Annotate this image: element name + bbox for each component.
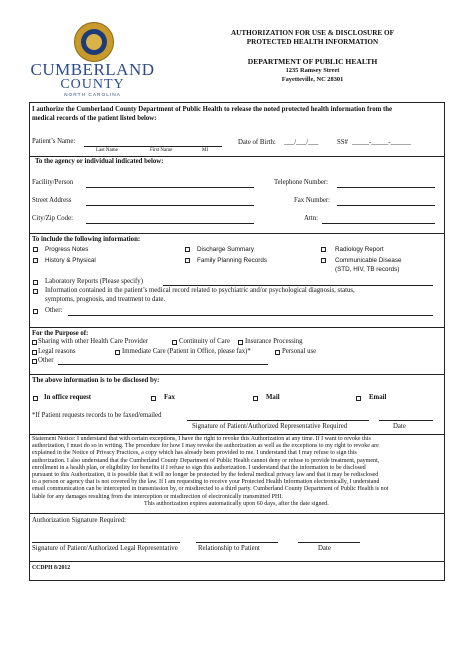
- fax-number-input[interactable]: [337, 205, 435, 206]
- other-info-checkbox[interactable]: [33, 309, 38, 314]
- form-title-line2: PROTECTED HEALTH INFORMATION: [246, 38, 379, 46]
- radiology-report-checkbox[interactable]: [321, 247, 326, 252]
- immediate-care-label: Immediate Care (Patient in Office, please fax)*: [122, 348, 251, 355]
- first-name-caption: First Name: [150, 148, 173, 153]
- psych-info-line1: Information contained in the patient’s medical record related to psychiatric and/or psychological diagnosis, status,: [45, 287, 355, 294]
- mail-checkbox[interactable]: [253, 396, 258, 401]
- discharge-summary-label: Discharge Summary: [197, 246, 255, 253]
- insurance-checkbox[interactable]: [238, 340, 243, 345]
- other-info-input[interactable]: [68, 315, 433, 316]
- relationship-input[interactable]: [196, 542, 278, 543]
- legal-label: Legal reasons: [38, 348, 76, 355]
- legal-checkbox[interactable]: [32, 350, 37, 355]
- divider: [29, 513, 445, 514]
- intro-line2: medical records of the patient listed below:: [32, 115, 157, 122]
- radiology-report-label: Radiology Report: [335, 246, 384, 253]
- in-office-label: In office request: [44, 394, 92, 401]
- sharing-label: Sharing with other Health Care Provider: [38, 338, 149, 345]
- purpose-heading: For the Purpose of:: [32, 330, 89, 337]
- personal-use-checkbox[interactable]: [275, 350, 280, 355]
- divider: [29, 434, 445, 435]
- fax-note: *If Patient requests records to be faxed/emailed: [32, 412, 162, 419]
- auth-sig-label: Authorization Signature Required:: [32, 517, 127, 524]
- statement-line: to a person or agency that is not covered by the law. If I am requesting to receive your Protected Health Information electronically, I understand: [32, 479, 380, 486]
- fax-label: Fax: [164, 394, 175, 401]
- other-purpose-input[interactable]: [58, 364, 268, 365]
- mi-caption: MI: [202, 148, 209, 153]
- county-logo: [30, 18, 155, 100]
- fax-number-label: Fax Number:: [294, 197, 331, 204]
- divider: [29, 374, 445, 375]
- department-street: 1235 Ramsey Street: [285, 67, 340, 74]
- logo-word-cumberland: CUMBERLAND: [30, 60, 155, 79]
- family-planning-label: Family Planning Records: [197, 257, 267, 264]
- recipient-heading: To the agency or individual indicated below:: [35, 158, 164, 165]
- patient-name-input[interactable]: [84, 146, 222, 147]
- telephone-label: Telephone Number:: [274, 179, 329, 186]
- information-heading: To include the following information:: [32, 236, 141, 243]
- statement-line: explained in the Notice of Privacy Practices, a copy which has already been provided to me. I understand that I may refuse to sign this: [32, 450, 357, 457]
- form-title-line1: AUTHORIZATION FOR USE & DISCLOSURE OF: [230, 29, 394, 37]
- history-physical-checkbox[interactable]: [33, 258, 38, 263]
- in-office-checkbox[interactable]: [33, 396, 38, 401]
- sharing-checkbox[interactable]: [32, 340, 37, 345]
- city-label: City/Zip Code:: [32, 215, 73, 222]
- fax-checkbox[interactable]: [151, 396, 156, 401]
- auth-date-caption: Date: [318, 545, 331, 552]
- ssn-input[interactable]: _____-_____-______: [352, 139, 411, 146]
- divider: [29, 561, 445, 562]
- relationship-caption: Relationship to Patient: [198, 545, 260, 552]
- street-input[interactable]: [86, 205, 254, 206]
- statement-notice: [32, 436, 442, 508]
- disclosure-heading: The above information is to be disclosed by:: [32, 377, 160, 384]
- intro-line1: I authorize the Cumberland County Department of Public Health to release the noted protected health information from the: [32, 106, 393, 113]
- street-label: Street Address: [32, 197, 72, 204]
- ssn-label: SS#: [337, 139, 348, 146]
- statement-line: enrollment in a health plan, or eligibility for benefits if I refuse to sign this authorization. I understand that the information to be disclosed: [32, 464, 366, 471]
- email-label: Email: [369, 394, 387, 401]
- logo-state: NORTH CAROLINA: [64, 93, 121, 98]
- attn-label: Attn:: [304, 215, 318, 222]
- immediate-care-checkbox[interactable]: [115, 350, 120, 355]
- statement-line: authorization, I must do so in writing. The procedure for how I may revoke the authorization as well as the exceptions to my right to revoke are: [32, 443, 379, 450]
- logo-word-county: COUNTY: [60, 77, 125, 92]
- department-city: Fayetteville, NC 28301: [281, 76, 344, 83]
- last-name-caption: Last Name: [96, 148, 118, 153]
- psych-info-checkbox[interactable]: [33, 289, 38, 294]
- statement-line: email communication can be intercepted in transmission by, or misdirected to a third party. Cumberland County Department of Public Health is not: [32, 486, 389, 493]
- lab-reports-input[interactable]: [163, 285, 433, 286]
- divider: [29, 233, 445, 234]
- dob-input[interactable]: ___/___/___: [284, 139, 319, 146]
- city-input[interactable]: [86, 223, 254, 224]
- discharge-summary-checkbox[interactable]: [185, 247, 190, 252]
- telephone-input[interactable]: [337, 187, 435, 188]
- disclosure-signature-caption: Signature of Patient/Authorized Representative Required: [192, 423, 348, 430]
- personal-use-label: Personal use: [282, 348, 317, 355]
- continuity-label: Continuity of Care: [179, 338, 230, 345]
- department-name: DEPARTMENT OF PUBLIC HEALTH: [247, 57, 378, 66]
- progress-notes-label: Progress Notes: [45, 246, 89, 253]
- auth-signature-caption: Signature of Patient/Authorized Legal Representative: [32, 545, 178, 552]
- lab-reports-checkbox[interactable]: [33, 280, 38, 285]
- communicable-disease-sub: (STD, HIV, TB records): [335, 266, 400, 273]
- disclosure-date-caption: Date: [393, 423, 406, 430]
- divider: [29, 156, 445, 157]
- statement-line: liable for any damages resulting from the interception or misdirection of electronically transmitted PHI.: [32, 493, 283, 500]
- patient-name-label: Patient’s Name:: [32, 138, 76, 145]
- statement-line: Statement Notice: I understand that with certain exceptions, I have the right to revoke this Authorization at any time. If I want to revoke this: [32, 436, 371, 442]
- statement-line: authorization. I also understand that the Cumberland County Department of Public Health cannot deny or refuse to provide treatment, payment,: [32, 457, 380, 464]
- statement-expiry: This authorization expires automatically upon 60 days, after the date signed.: [144, 500, 329, 507]
- facility-input[interactable]: [86, 187, 254, 188]
- psych-info-line2: symptoms, prognosis, and treatment to date.: [45, 296, 166, 303]
- auth-signature-input[interactable]: [32, 542, 180, 543]
- disclosure-signature-input[interactable]: [187, 420, 369, 421]
- statement-line: pursuant to this Authorization, it is possible that it will no longer be protected by the federal medical privacy law and that it may be redisclosed: [32, 472, 379, 479]
- continuity-checkbox[interactable]: [172, 340, 177, 345]
- other-purpose-checkbox[interactable]: [32, 359, 37, 364]
- progress-notes-checkbox[interactable]: [33, 247, 38, 252]
- lab-reports-label: Laboratory Reports (Please specify): [45, 278, 143, 285]
- facility-label: Facility/Person: [32, 179, 74, 186]
- communicable-disease-checkbox[interactable]: [321, 258, 326, 263]
- email-checkbox[interactable]: [356, 396, 361, 401]
- divider: [29, 327, 445, 328]
- county-seal-icon: [74, 22, 114, 62]
- other-purpose-label: Other: [38, 357, 54, 364]
- mail-label: Mail: [266, 394, 280, 401]
- other-info-label: Other:: [45, 307, 63, 314]
- form-code: CCDPH 8/2012: [32, 565, 71, 571]
- insurance-label: Insurance Processing: [245, 338, 303, 345]
- family-planning-checkbox[interactable]: [185, 258, 190, 263]
- disclosure-date-input[interactable]: [379, 420, 433, 421]
- dob-label: Date of Birth:: [238, 139, 276, 146]
- attn-input[interactable]: [322, 223, 435, 224]
- auth-date-input[interactable]: [298, 542, 360, 543]
- history-physical-label: History & Physical: [45, 257, 96, 264]
- communicable-disease-label: Communicable Disease: [335, 257, 402, 264]
